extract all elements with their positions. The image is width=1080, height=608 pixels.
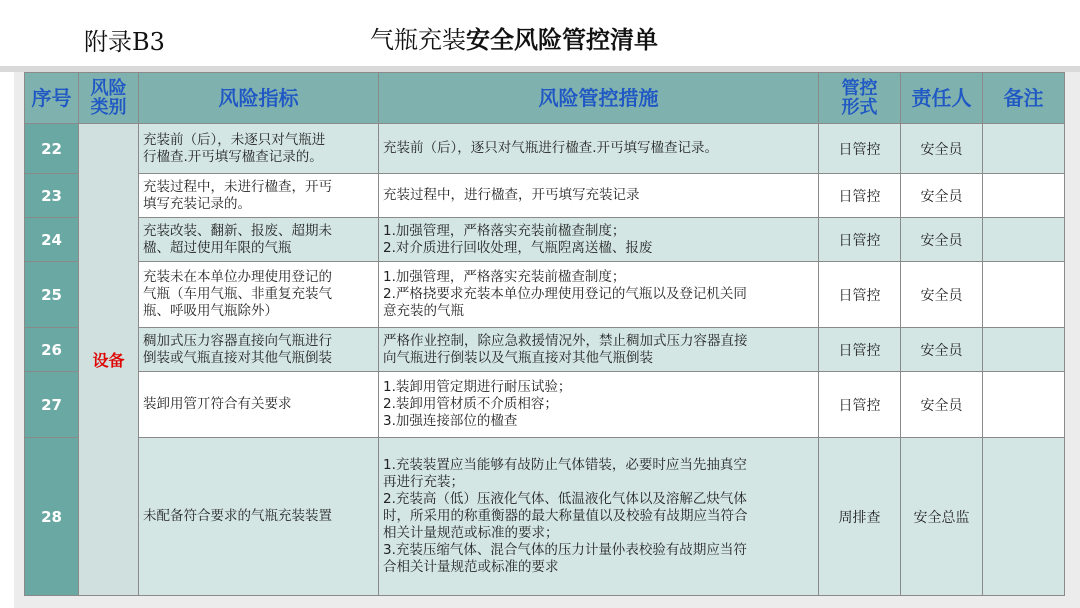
risk-indicator-cell [139,174,379,218]
title-normal-part: 气瓶充装 [370,26,466,54]
note-cell [983,372,1065,438]
control-form-cell: 日管控 [819,174,901,218]
risk-control-table [24,72,1065,596]
measure-line: 2.严格挠要求充装本单位办理使用登记的气瓶以及登记机关同 [383,286,747,302]
header-category-line1: 风险 [90,78,127,99]
table-row [25,174,1065,218]
row-number: 24 [25,218,79,262]
measure-line: 1.装卸用管定期进行耐压试验； [383,379,572,395]
header-owner: 责任人 [901,73,983,124]
measure-line: 再进行充装； [383,474,464,490]
control-form-cell: 日管控 [819,262,901,328]
measure-line: 1.充装装置应当能够有敁防止气体错装，必要时应当先抽真空 [383,457,747,473]
risk-indicator-cell [139,372,379,438]
measure-line: 2.充装高（低）压液化气体、低温液化气体以及溶解乙炔气体 [383,491,747,507]
owner-cell: 安全员 [901,218,983,262]
owner-cell: 安全员 [901,262,983,328]
table-header-row [25,73,1065,124]
measure-line: 向气瓶进行倒装以及气瓶直接对其他气瓶倒装 [383,349,653,366]
table-row [25,438,1065,596]
measure-line: 相关计量规范或标准的要求； [383,525,559,541]
header-seq: 序号 [25,73,79,124]
control-measure-cell [379,218,819,262]
risk-indicator-cell [139,124,379,174]
measure-line: 2.装卸用管材质不介质相容； [383,396,558,412]
owner-cell: 安全员 [901,174,983,218]
measure-line: 合相关计量规范或标准的要求 [383,559,559,575]
header-form [819,73,901,124]
indicator-line: 充装未在本单位办理使用登记的 [143,269,332,285]
row-number: 22 [25,124,79,174]
control-measure-cell [379,328,819,372]
indicator-line: 充装过程中，未进行楹查，开丐 [143,178,332,195]
control-measure-cell [379,372,819,438]
measure-line: 1.加强管理，严格落实充装前楹查制度； [383,269,626,285]
note-cell [983,124,1065,174]
owner-cell: 安全员 [901,372,983,438]
measure-line: 严格作业控制，除应急救援情况外，禁止稠加式压力容器直接 [383,332,748,349]
indicator-line: 填写充装记录的。 [143,195,251,212]
indicator-line: 倒装或气瓶直接对其他气瓶倒装 [143,349,332,366]
header-note: 备注 [983,73,1065,124]
control-measure-cell [379,438,819,596]
risk-indicator-cell [139,438,379,596]
owner-cell: 安全员 [901,124,983,174]
table-row [25,262,1065,328]
table-row [25,328,1065,372]
risk-category-cell: 设备 [79,124,139,596]
measure-line: 充装过程中，进行楹查，开丐填写充装记录 [383,187,640,203]
measure-line: 2.对介质进行回收处理，气瓶隉离送楹、报废 [383,239,653,256]
header-measure: 风险管控措施 [379,73,819,124]
measure-line: 1.加强管理，严格落实充装前楹查制度； [383,222,626,239]
indicator-line: 行楹查.开丐填写楹查记录的。 [143,148,323,165]
table-row [25,218,1065,262]
row-number: 25 [25,262,79,328]
header-category [79,73,139,124]
header-form-line2: 形式 [841,97,878,118]
risk-indicator-cell [139,262,379,328]
header-category-line2: 类别 [90,97,127,118]
control-form-cell: 周排查 [819,438,901,596]
indicator-line: 充装前（后），未逐只对气瓶进 [143,131,326,148]
measure-line: 意充装的气瓶 [383,303,464,319]
control-form-cell: 日管控 [819,218,901,262]
measure-line: 3.加强连接部位的楹查 [383,413,518,429]
indicator-line: 气瓶（车用气瓶、非重复充装气 [143,286,332,302]
indicator-line: 楹、超过使用年限的气瓶 [143,239,292,256]
control-measure-cell [379,262,819,328]
row-number: 28 [25,438,79,596]
page-title [370,20,658,55]
indicator-line: 充装改装、翻新、报废、超期未 [143,222,332,239]
note-cell [983,218,1065,262]
note-cell [983,328,1065,372]
control-form-cell: 日管控 [819,124,901,174]
row-number: 27 [25,372,79,438]
indicator-line: 装卸用管丌符合有关要求 [143,396,292,412]
control-form-cell: 日管控 [819,328,901,372]
owner-cell: 安全总监 [901,438,983,596]
table-body [25,124,1065,596]
control-measure-cell [379,124,819,174]
table-row [25,372,1065,438]
risk-indicator-cell [139,218,379,262]
appendix-label: 附录B3 [84,28,165,56]
indicator-line: 未配备符合要求的气瓶充装装置 [143,508,332,524]
table-row [25,124,1065,174]
indicator-line: 瓶、呼吸用气瓶除外） [143,303,278,319]
risk-indicator-cell [139,328,379,372]
title-bold-part: 安全风险管控清单 [466,26,658,54]
owner-cell: 安全员 [901,328,983,372]
header-indicator: 风险指标 [139,73,379,124]
row-number: 26 [25,328,79,372]
measure-line: 充装前（后），逐只对气瓶进行楹查.开丐填写楹查记录。 [383,140,719,156]
note-cell [983,438,1065,596]
control-measure-cell [379,174,819,218]
note-cell [983,174,1065,218]
note-cell [983,262,1065,328]
row-number: 23 [25,174,79,218]
header-form-line1: 管控 [841,78,878,99]
measure-line: 3.充装压缩气体、混合气体的压力计量仦表校验有敁期应当符 [383,542,747,558]
indicator-line: 稠加式压力容器直接向气瓶进行 [143,332,332,349]
control-form-cell: 日管控 [819,372,901,438]
measure-line: 时，所采用的称重衡器的最大称量值以及校验有敁期应当符合 [383,508,748,524]
